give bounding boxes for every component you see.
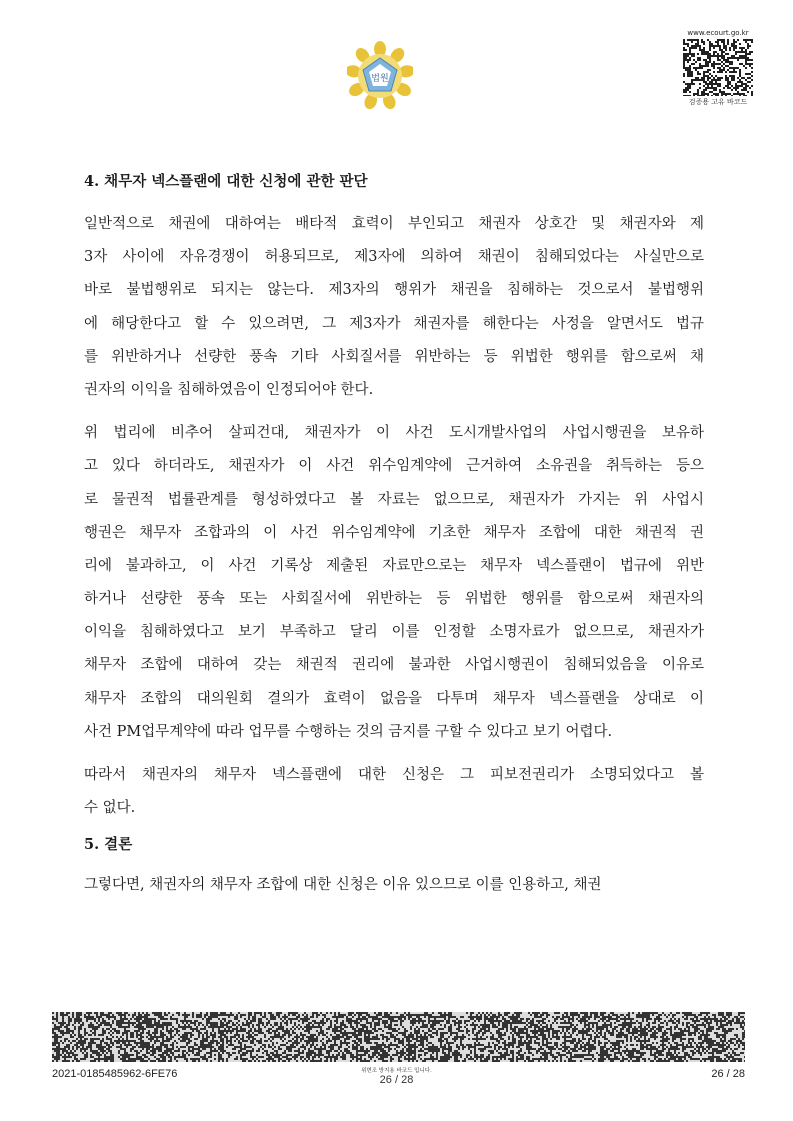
text-line: 에 해당한다고 할 수 있으려면, 그 제3자가 채권자를 해한다는 사정을 알면서도 법규 xyxy=(84,315,704,332)
text-line: 이익을 침해하였다고 보기 부족하고 달리 이를 인정할 소명자료가 없으므로, 채권자가 xyxy=(84,624,704,641)
section-4-heading: 4. 채무자 넥스플랜에 대한 신청에 관한 판단 xyxy=(84,173,368,190)
text-line: 수 없다. xyxy=(84,800,136,817)
qr-caption-text: 검증용 고유 바코드 xyxy=(688,98,748,106)
section-5-body xyxy=(84,869,704,902)
text-line: 따라서 채권자의 채무자 넥스플랜에 대한 신청은 그 피보전권리가 소명되었다고 볼 xyxy=(84,767,704,784)
court-seal-icon xyxy=(347,40,413,114)
text-line: 채무자 조합의 대의원회 결의가 효력이 없음을 다투며 채무자 넥스플랜을 상대로 이 xyxy=(84,690,704,707)
page-number-right: 26 / 28 xyxy=(711,1068,745,1080)
text-line: 위 법리에 비추어 살피건대, 채권자가 이 사건 도시개발사업의 사업시행권을 보유하 xyxy=(84,425,704,442)
paragraph xyxy=(84,417,704,749)
text-line: 하거나 선량한 풍속 또는 사회질서에 위반하는 등 위법한 행위를 함으로써 채권자의 xyxy=(84,591,704,608)
anti-forgery-barcode xyxy=(52,1012,745,1062)
section-5-heading: 5. 결론 xyxy=(84,836,133,854)
text-line: 그렇다면, 채권자의 채무자 조합에 대한 신청은 이유 있으므로 이를 인용하고, 채권 xyxy=(84,877,602,894)
text-line: 고 있다 하더라도, 채권자가 이 사건 위수임계약에 근거하여 소유권을 취득하는 등으 xyxy=(84,458,704,475)
document-id: 2021-0185485962-6FE76 xyxy=(52,1068,178,1080)
paragraph xyxy=(84,759,704,825)
text-line: 로 물권적 법률관계를 형성하였다고 볼 자료는 없으므로, 채권자가 가지는 위 사업시 xyxy=(84,491,704,508)
text-line: 바로 불법행위로 되지는 않는다. 제3자의 행위가 채권을 침해하는 것으로서 불법행위 xyxy=(84,282,704,299)
text-line: 일반적으로 채권에 대하여는 배타적 효력이 부인되고 채권자 상호간 및 채권자와 제 xyxy=(84,216,704,232)
text-line: 사건 PM업무계약에 따라 업무를 수행하는 것의 금지를 구할 수 있다고 보기 어렵다. xyxy=(84,723,613,740)
section-4-body xyxy=(84,208,704,825)
barcode-caption: 위변조 방지용 바코드 입니다. xyxy=(361,1068,432,1074)
document-body xyxy=(84,172,704,913)
text-line: 리에 불과하고, 이 사건 기록상 제출된 자료만으로는 채무자 넥스플랜이 법규에 위반 xyxy=(84,557,704,574)
paragraph xyxy=(84,208,704,407)
svg-text:법원: 법원 xyxy=(371,74,389,84)
verification-qr-code xyxy=(683,39,753,96)
page-number-center: 26 / 28 xyxy=(379,1074,414,1086)
text-line: 채무자 조합에 대하여 갖는 채권적 권리에 불과한 사업시행권이 침해되었음을 이유로 xyxy=(84,657,704,674)
paragraph xyxy=(84,869,704,902)
text-line: 행권은 채무자 조합과의 이 사건 위수임계약에 기초한 채무자 조합에 대한 채권적 권 xyxy=(84,524,704,541)
text-line: 권자의 이익을 침해하였음이 인정되어야 한다. xyxy=(84,381,374,398)
text-line: 3자 사이에 자유경쟁이 허용되므로, 제3자에 의하여 채권이 침해되었다는 사실만으로 xyxy=(84,249,704,266)
qr-url-text: www.ecourt.go.kr xyxy=(687,29,749,37)
text-line: 를 위반하거나 선량한 풍속 기타 사회질서를 위반하는 등 위법한 행위를 함으로써 채 xyxy=(84,348,704,365)
